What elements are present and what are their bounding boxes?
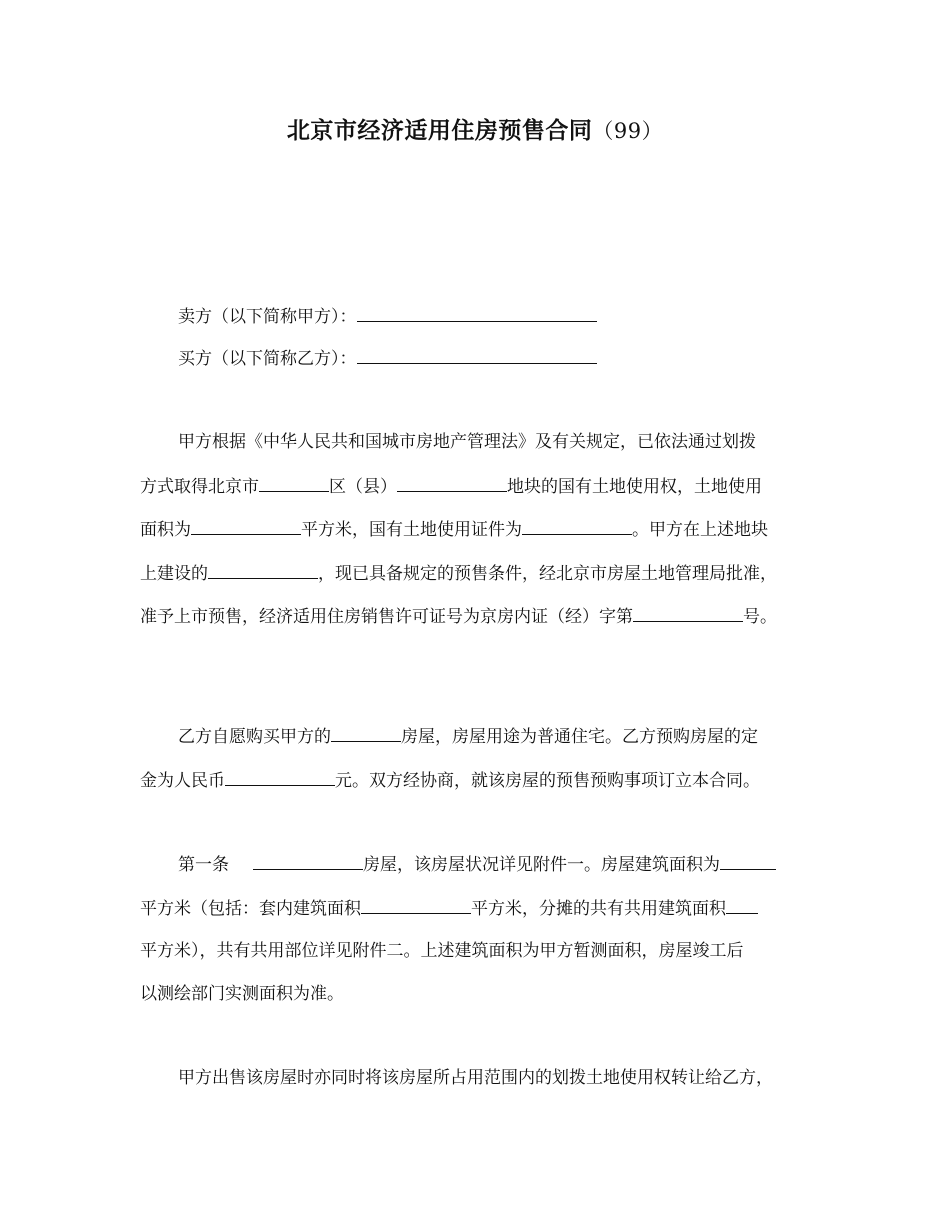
p2-line-2 [140, 768, 760, 793]
p1-text-5b: 号。 [743, 607, 777, 627]
p3-text-1: 甲方出售该房屋时亦同时将该房屋所占用范围内的划拨土地使用权转让给乙方， [178, 1068, 773, 1088]
parcel-blank[interactable] [397, 474, 507, 492]
p1-text-1: 甲方根据《中华人民共和国城市房地产管理法》及有关规定，已依法通过划拨 [178, 432, 756, 452]
p2-text-2b: 元。双方经协商，就该房屋的预售预购事项订立本合同。 [335, 771, 760, 791]
p1-text-4b: ，现已具备规定的预售条件，经北京市房屋土地管理局批准， [318, 564, 777, 584]
article1-house-blank[interactable] [253, 852, 363, 870]
p1-text-3c: 。甲方在上述地块 [632, 520, 768, 540]
p3-line-1 [178, 1066, 773, 1090]
p1-line-2 [140, 474, 762, 499]
buyer-line [178, 346, 597, 371]
building-area-blank[interactable] [720, 852, 776, 870]
p1-line-3 [140, 517, 768, 542]
p1-line-1 [178, 430, 756, 454]
district-blank[interactable] [259, 474, 329, 492]
p2-text-2a: 金为人民币 [140, 771, 225, 791]
title-suffix: （99） [592, 119, 664, 143]
p1-text-5a: 准予上市预售，经济适用住房销售许可证号为京房内证（经）字第 [140, 607, 633, 627]
document-title [0, 112, 950, 145]
house-blank[interactable] [331, 724, 401, 742]
inner-area-blank[interactable] [361, 896, 471, 914]
article1-label: 第一条 [178, 855, 229, 875]
article1-line-1 [178, 852, 776, 877]
seller-blank[interactable] [357, 304, 597, 322]
p1-text-2a: 方式取得北京市 [140, 477, 259, 497]
project-blank[interactable] [208, 561, 318, 579]
article1-text-4: 以测绘部门实测面积为准。 [140, 984, 344, 1004]
article1-line-4 [140, 982, 344, 1006]
buyer-label: 买方（以下简称乙方）： [178, 349, 357, 369]
p1-text-3a: 面积为 [140, 520, 191, 540]
article1-text-2a: 平方米（包括：套内建筑面积 [140, 899, 361, 919]
p1-text-2c: 地块的国有土地使用权，土地使用 [507, 477, 762, 497]
p1-text-3b: 平方米，国有土地使用证件为 [301, 520, 522, 540]
land-area-blank[interactable] [191, 517, 301, 535]
article1-line-2 [140, 896, 758, 921]
license-number-blank[interactable] [633, 604, 743, 622]
p2-text-1b: 房屋，房屋用途为普通住宅。乙方预购房屋的定 [401, 727, 758, 747]
shared-area-blank[interactable] [726, 896, 758, 914]
article1-text-2b: 平方米，分摊的共有共用建筑面积 [471, 899, 726, 919]
seller-label: 卖方（以下简称甲方）： [178, 307, 357, 327]
article1-text-3: 平方米），共有共用部位详见附件二。上述建筑面积为甲方暂测面积，房屋竣工后 [140, 941, 744, 961]
seller-line [178, 304, 597, 329]
p1-text-4a: 上建设的 [140, 564, 208, 584]
p1-line-4 [140, 561, 777, 586]
p1-text-2b: 区（县） [329, 477, 397, 497]
title-text: 北京市经济适用住房预售合同 [286, 118, 593, 144]
deposit-blank[interactable] [225, 768, 335, 786]
p2-text-1a: 乙方自愿购买甲方的 [178, 727, 331, 747]
p2-line-1 [178, 724, 758, 749]
land-certificate-blank[interactable] [522, 517, 632, 535]
article1-text-1b: 房屋，该房屋状况详见附件一。房屋建筑面积为 [363, 855, 720, 875]
article1-line-3 [140, 939, 744, 963]
buyer-blank[interactable] [357, 346, 597, 364]
p1-line-5 [140, 604, 777, 629]
